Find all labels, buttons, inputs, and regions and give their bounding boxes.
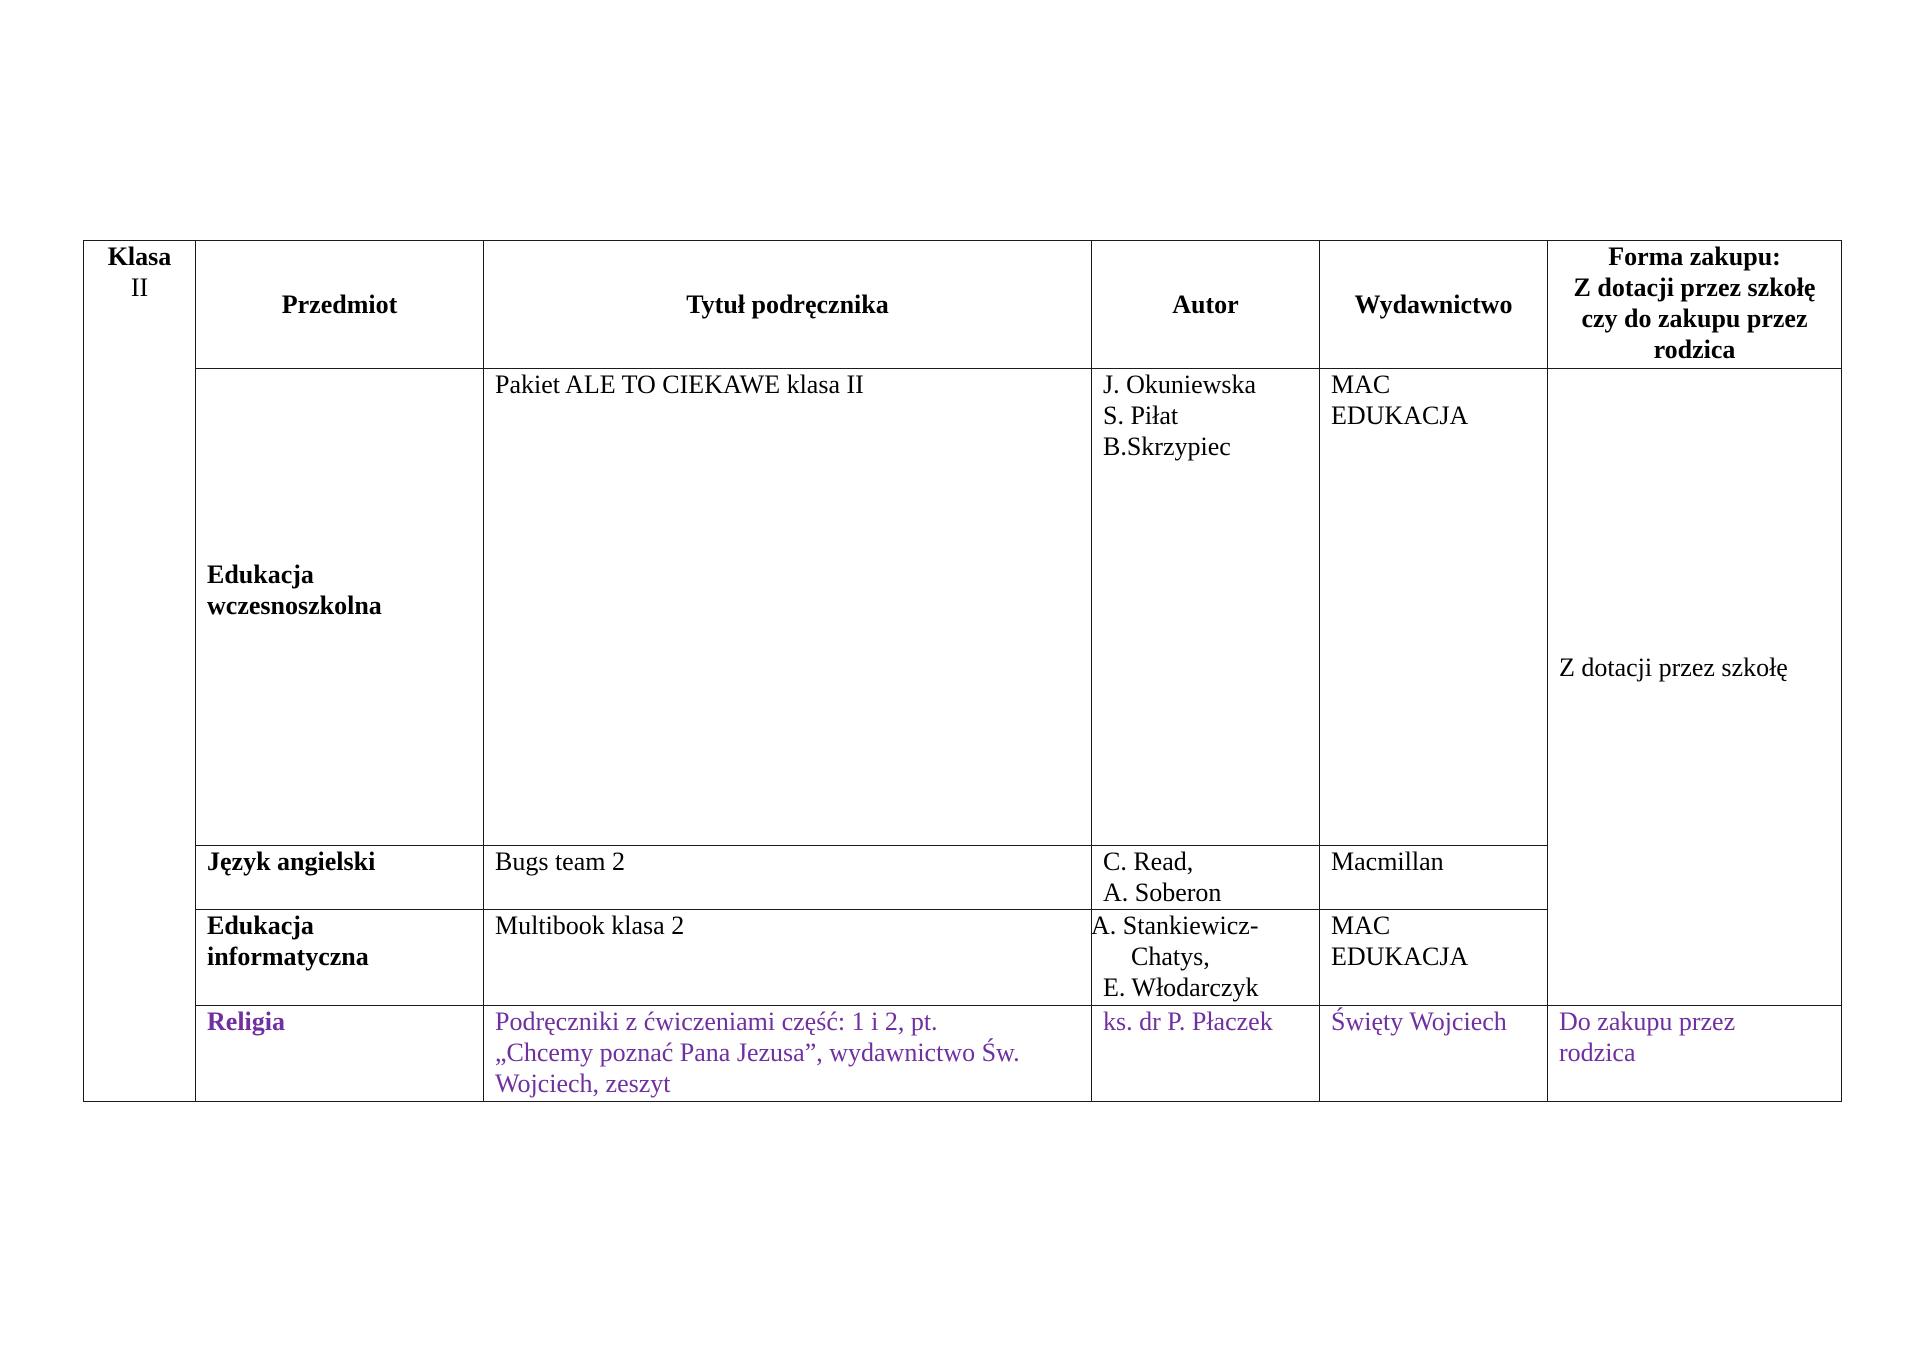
publisher-cell (1320, 910, 1548, 1006)
table-header-row (84, 241, 1842, 369)
header-forma-line: czy do zakupu przez (1581, 304, 1808, 333)
title-cell (484, 1006, 1092, 1102)
subject-line: Edukacja (207, 560, 314, 589)
author-line: ks. dr P. Płaczek (1103, 1007, 1273, 1036)
author-line: C. Read, (1103, 847, 1194, 876)
forma-line: rodzica (1559, 1038, 1636, 1067)
author-line: Chatys, (1131, 942, 1210, 971)
forma-zakupu-shared-cell: Z dotacji przez szkołę (1548, 369, 1842, 1006)
publisher-line: MAC (1331, 370, 1391, 399)
header-wydawnictwo: Wydawnictwo (1320, 241, 1548, 369)
title-cell (484, 910, 1092, 1006)
publisher-cell (1320, 846, 1548, 910)
subject-cell (196, 910, 484, 1006)
author-line: E. Włodarczyk (1103, 973, 1259, 1002)
title-line: „Chcemy poznać Pana Jezusa”, wydawnictwo Św. (495, 1038, 1020, 1067)
subject-cell (196, 369, 484, 846)
header-tytul: Tytuł podręcznika (484, 241, 1092, 369)
publisher-cell (1320, 369, 1548, 846)
title-line: Pakiet ALE TO CIEKAWE klasa II (495, 370, 864, 399)
title-cell (484, 369, 1092, 846)
header-forma-line: rodzica (1653, 335, 1736, 364)
table-row (84, 369, 1842, 846)
subject-cell (196, 1006, 484, 1102)
forma-zakupu-cell (1548, 1006, 1842, 1102)
author-line: S. Piłat (1103, 401, 1179, 430)
header-forma-zakupu (1548, 241, 1842, 369)
author-cell (1092, 910, 1320, 1006)
subject-line: informatyczna (207, 942, 369, 971)
textbook-table (83, 240, 1842, 1102)
publisher-line: MAC (1331, 911, 1391, 940)
table-row-religia (84, 1006, 1842, 1102)
header-autor: Autor (1092, 241, 1320, 369)
title-line: Wojciech, zeszyt (495, 1069, 671, 1098)
subject-line: wczesnoszkolna (207, 591, 382, 620)
publisher-line: Święty Wojciech (1331, 1007, 1507, 1036)
author-line: A. Soberon (1103, 878, 1222, 907)
subject-line: Religia (207, 1007, 285, 1036)
header-przedmiot: Przedmiot (196, 241, 484, 369)
title-line: Podręczniki z ćwiczeniami część: 1 i 2, pt. (495, 1007, 938, 1036)
publisher-line: Macmillan (1331, 847, 1444, 876)
author-cell (1092, 846, 1320, 910)
subject-cell (196, 846, 484, 910)
title-line: Multibook klasa 2 (495, 911, 685, 940)
publisher-cell (1320, 1006, 1548, 1102)
author-line: J. Okuniewska (1103, 370, 1257, 399)
title-line: Bugs team 2 (495, 847, 625, 876)
subject-line: Edukacja (207, 911, 314, 940)
klasa-cell (84, 241, 196, 1102)
header-forma-line: Forma zakupu: (1608, 242, 1781, 271)
forma-line: Do zakupu przez (1559, 1007, 1736, 1036)
klasa-label: Klasa (107, 242, 172, 271)
publisher-line: EDUKACJA (1331, 942, 1469, 971)
title-cell (484, 846, 1092, 910)
klasa-value: II (130, 273, 149, 302)
author-line: A. Stankiewicz- (1091, 911, 1259, 940)
author-line: B.Skrzypiec (1103, 432, 1231, 461)
subject-line: Język angielski (207, 847, 376, 876)
author-cell (1092, 369, 1320, 846)
author-cell (1092, 1006, 1320, 1102)
publisher-line: EDUKACJA (1331, 401, 1469, 430)
header-forma-line: Z dotacji przez szkołę (1573, 273, 1816, 302)
